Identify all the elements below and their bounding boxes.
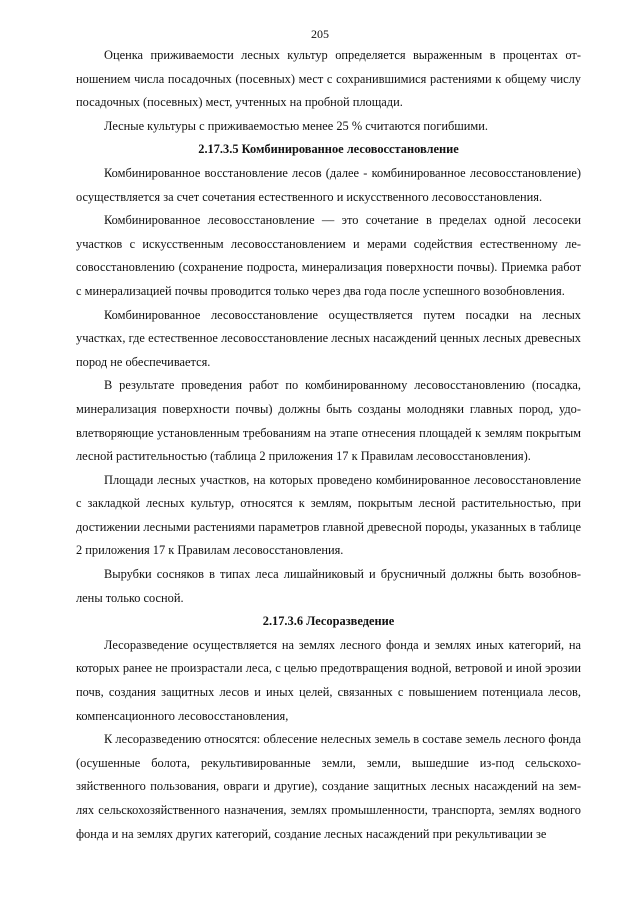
paragraph-pine-clearings: Вырубки сосняков в типах леса лишайниковый и брусничный должны быть возобновлены только сосной. xyxy=(76,567,581,605)
page-number: 205 xyxy=(311,27,329,41)
paragraph-survival-assessment: Оценка приживаемости лесных культур определяется выраженным в процентах отношением числа посадочных (посевных) мест с сохранившимися растениями к общему числу посадочных (посевных) мест, учтенных на пробной площади. xyxy=(76,48,581,110)
paragraph-afforestation-includes: К лесоразведению относятся: облесение нелесных земель в составе земель лесного фонда (осушенные болота, рекультивированные земли, земли, вышедшие из-под сельскохозяйственного пользования, овраги и другие), создание защитных лесных насаждений на землях сельскохозяйственного назначения, землях промышленности, транспорта, землях водного фонда и на землях других категорий, создание лесных насаждений при рекультивации зе xyxy=(76,732,581,841)
section-heading-afforestation: 2.17.3.6 Лесоразведение xyxy=(262,614,395,629)
section-heading-combined-reforestation: 2.17.3.5 Комбинированное лесовосстановление xyxy=(198,142,459,157)
paragraph-combined-result: В результате проведения работ по комбинированному лесовосстановлению (посадка, минерализация поверхности почвы) должны быть созданы молодняки главных пород, удовлетворяющие установленным требованиям на этапе отнесения площадей к землям покрытым лесной растительностью (таблица 2 приложения 17 к Правилам лесовосстановления). xyxy=(76,378,581,464)
paragraph-combined-combination: Комбинированное лесовосстановление — это сочетание в пределах одной лесосеки участков с искусственным лесовосстановлением и мерами содействия естественному лесовосстановлению (сохранение подроста, минерализация поверхности почвы). Приемка работ с минерализацией почвы проводится только через два года после успешного возобновления. xyxy=(76,213,581,298)
paragraph-failed-cultures: Лесные культуры с приживаемостью менее 25 % считаются погибшими. xyxy=(104,118,488,133)
paragraph-afforestation-purpose: Лесоразведение осуществляется на землях лесного фонда и землях иных категорий, на которых ранее не произрастали леса, с целью предотвращения водной, ветровой и иной эрозии почв, создания защитных лесов и иных целей, связанных с повышением потенциала лесов, компенсационного лесовосстановления, xyxy=(76,637,581,723)
page-content xyxy=(76,44,581,846)
paragraph-combined-definition: Комбинированное восстановление лесов (далее - комбинированное лесовосстановление) осуществляется за счет сочетания естественного и искусственного лесовосстановления. xyxy=(76,165,581,204)
paragraph-combined-areas: Площади лесных участков, на которых проведено комбинированное лесовосстановление с закладкой лесных культур, относятся к землям, покрытым лесной растительностью, при достижении лесными растениями параметров главной древесной породы, указанных в таблице 2 приложения 17 к Правилам лесовосстановления. xyxy=(76,472,581,558)
paragraph-combined-planting: Комбинированное лесовосстановление осуществляется путем посадки на лесных участках, где естественное лесовосстановление лесных насаждений ценных лесных древесных пород не обеспечивается. xyxy=(76,307,581,369)
